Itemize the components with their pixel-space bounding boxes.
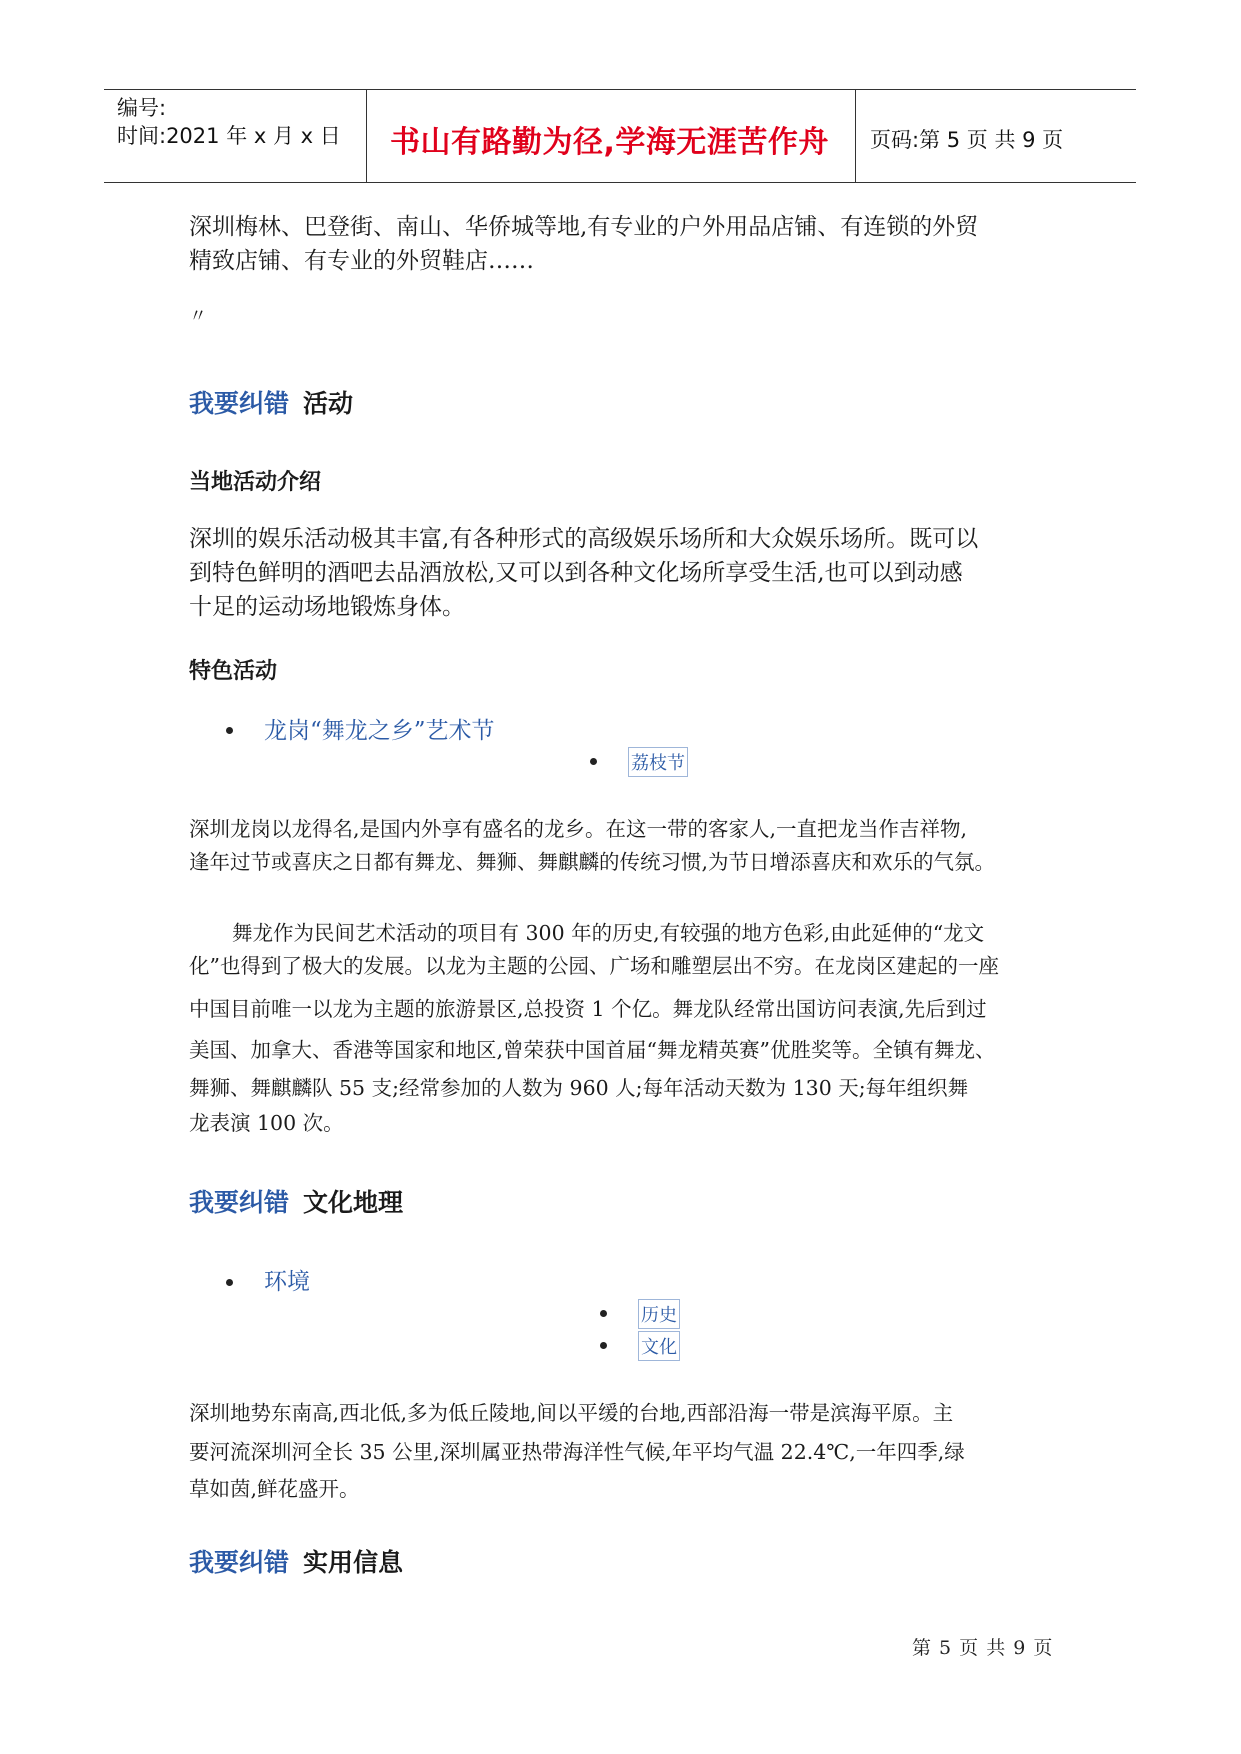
header-divider-left (366, 90, 367, 182)
intro-mark: 〃 (189, 306, 207, 327)
geo-item-link[interactable]: 环境 (264, 1269, 310, 1295)
section-activity-heading (189, 384, 353, 420)
header-motto: 书山有路勤为径,学海无涯苦作舟 (390, 125, 829, 160)
geo-item-link[interactable]: 历史 (638, 1299, 680, 1329)
featured-item-link[interactable]: 龙岗“舞龙之乡”艺术节 (264, 718, 495, 744)
dance-para-line-3: 中国目前唯一以龙为主题的旅游景区,总投资 1 个亿。舞龙队经常出国访问表演,先后到过 (189, 997, 987, 1021)
intro-line-1: 深圳梅林、巴登街、南山、华侨城等地,有专业的户外用品店铺、有连锁的外贸 (189, 214, 979, 240)
local-intro-line-1: 深圳的娱乐活动极其丰富,有各种形式的高级娱乐场所和大众娱乐场所。既可以 (189, 526, 979, 552)
local-intro-heading: 当地活动介绍 (189, 470, 322, 495)
dance-para-line-6: 龙表演 100 次。 (189, 1111, 344, 1135)
bullet-dot (590, 758, 597, 765)
featured-item-link[interactable]: 荔枝节 (628, 747, 688, 777)
dance-para-line-4: 美国、加拿大、香港等国家和地区,曾荣获中国首届“舞龙精英赛”优胜奖等。全镇有舞龙、 (189, 1038, 996, 1062)
dance-para-line-5: 舞狮、舞麒麟队 55 支;经常参加的人数为 960 人;每年活动天数为 130 天;每年组织舞 (189, 1076, 969, 1100)
header-time-label: 时间:2021 年 x 月 x 日 (117, 124, 341, 148)
dance-para-line-1: 舞龙作为民间艺术活动的项目有 300 年的历史,有较强的地方色彩,由此延伸的“龙文 (232, 921, 985, 945)
section-geo-heading (189, 1183, 403, 1219)
report-error-link[interactable]: 我要纠错 (189, 1548, 290, 1577)
geo-para-line-2: 要河流深圳河全长 35 公里,深圳属亚热带海洋性气候,年平均气温 22.4℃,一年四季,绿 (189, 1440, 965, 1464)
geo-para-line-1: 深圳地势东南高,西北低,多为低丘陵地,间以平缓的台地,西部沿海一带是滨海平原。主 (189, 1401, 954, 1425)
longgang-para-line-2: 逢年过节或喜庆之日都有舞龙、舞狮、舞麒麟的传统习惯,为节日增添喜庆和欢乐的气氛。 (189, 850, 996, 874)
section-practical-heading (189, 1543, 403, 1579)
footer-page-number: 第 5 页 共 9 页 (912, 1637, 1054, 1659)
longgang-para-line-1: 深圳龙岗以龙得名,是国内外享有盛名的龙乡。在这一带的客家人,一直把龙当作吉祥物, (189, 817, 968, 841)
bullet-dot (226, 727, 233, 734)
section-title: 活动 (303, 389, 354, 418)
header-page-label: 页码:第 5 页 共 9 页 (870, 128, 1064, 152)
report-error-link[interactable]: 我要纠错 (189, 389, 290, 418)
dance-para-line-2: 化”也得到了极大的发展。以龙为主题的公园、广场和雕塑层出不穷。在龙岗区建起的一座 (189, 954, 999, 978)
geo-para-line-3: 草如茵,鲜花盛开。 (189, 1477, 360, 1501)
local-intro-line-2: 到特色鲜明的酒吧去品酒放松,又可以到各种文化场所享受生活,也可以到动感 (189, 560, 963, 586)
bullet-dot (226, 1279, 233, 1286)
report-error-link[interactable]: 我要纠错 (189, 1188, 290, 1217)
header-divider-right (855, 90, 856, 182)
section-title: 实用信息 (303, 1548, 404, 1577)
bullet-dot (600, 1310, 607, 1317)
geo-item-link[interactable]: 文化 (638, 1331, 680, 1361)
bullet-dot (600, 1342, 607, 1349)
header-top-rule (104, 89, 1136, 90)
header-number-label: 编号: (117, 96, 167, 120)
intro-line-2: 精致店铺、有专业的外贸鞋店…… (189, 248, 534, 274)
section-title: 文化地理 (303, 1188, 404, 1217)
featured-heading: 特色活动 (189, 659, 278, 684)
local-intro-line-3: 十足的运动场地锻炼身体。 (189, 594, 465, 620)
header-bottom-rule (104, 182, 1136, 183)
